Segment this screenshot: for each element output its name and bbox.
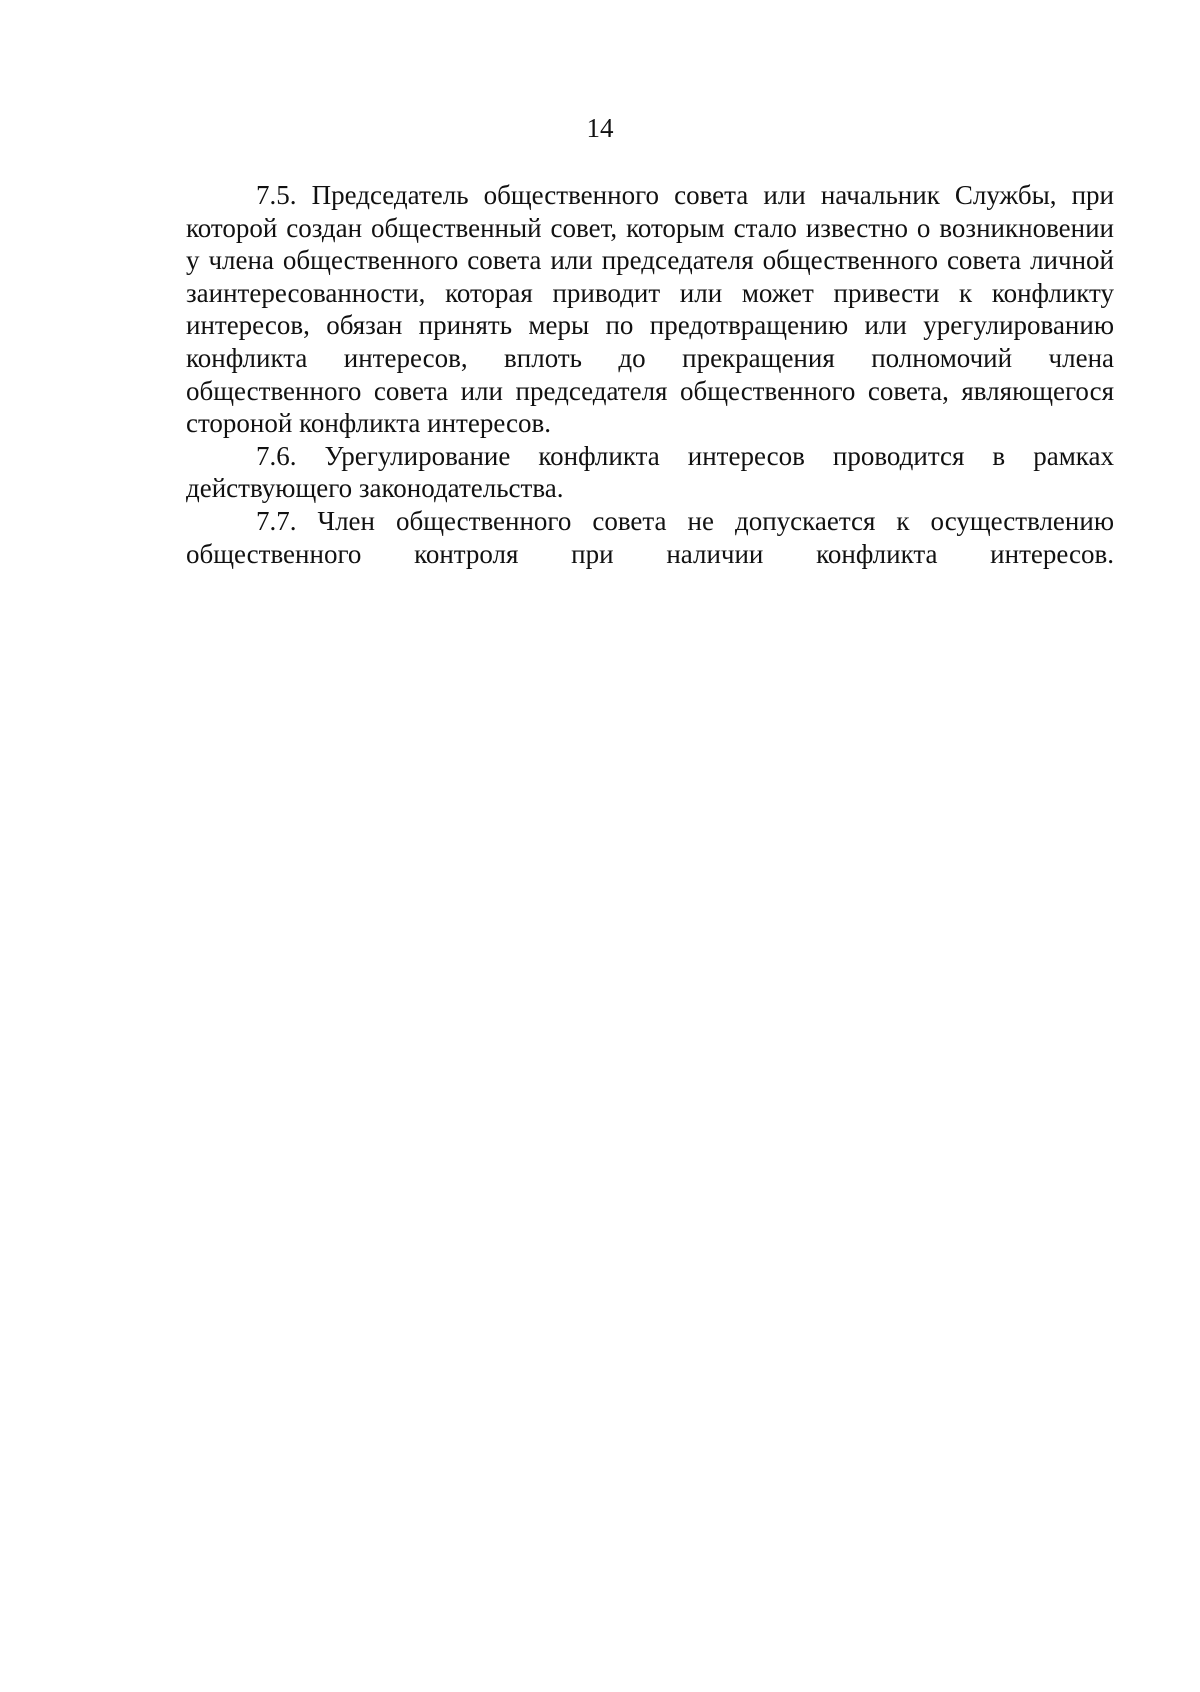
- page-number: 14: [586, 113, 614, 143]
- paragraph-7-6: 7.6. Урегулирование конфликта интересов проводится в рамках действующего законодательства.: [186, 440, 1114, 504]
- paragraph-7-5: 7.5. Председатель общественного совета или начальник Службы, при которой создан общественный совет, которым стало известно о возникновении у члена общественного совета или председателя общественного совета личной заинтересованности, которая приводит или может привести к конфликту интересов, обязан принять меры по предотвращению или урегулированию конфликта интересов, вплоть до прекращения полномочий члена общественного совета или председателя общественного совета, являющегося стороной конфликта интересов.: [186, 180, 1114, 439]
- paragraph-7-7: 7.7. Член общественного совета не допускается к осуществлению общественного контроля при наличии конфликта интересов.: [186, 505, 1114, 569]
- document-body: [186, 179, 1114, 570]
